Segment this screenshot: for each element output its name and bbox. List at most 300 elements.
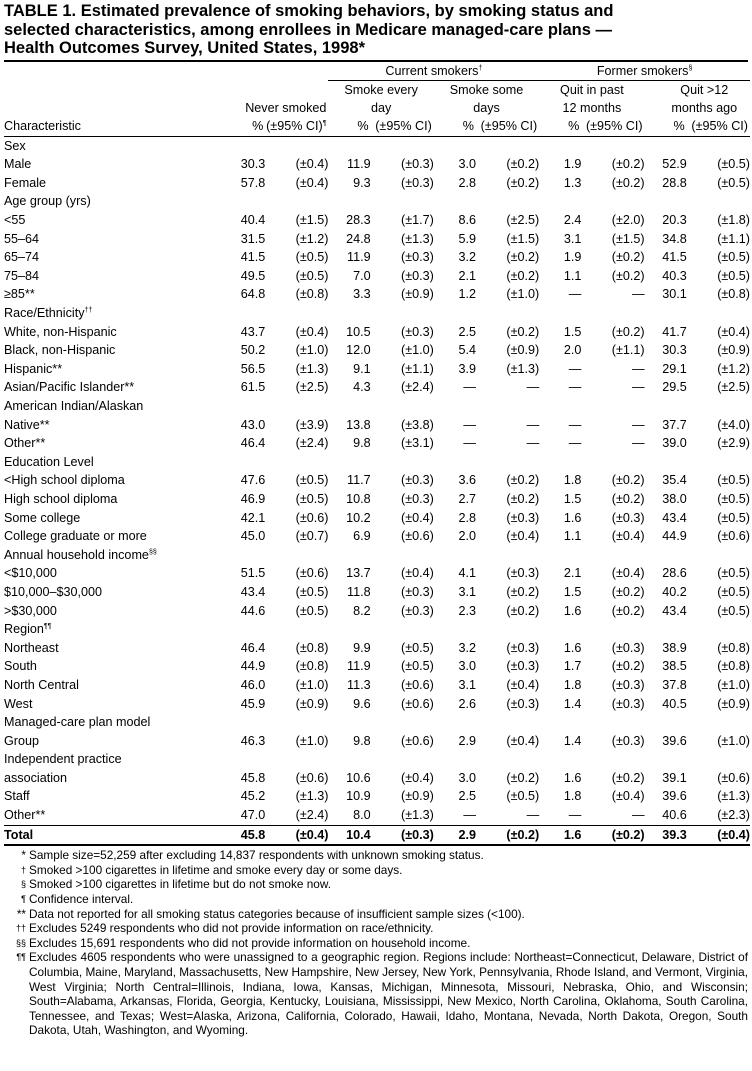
- ci-cell: (±0.8): [717, 287, 750, 302]
- pct-header: %: [328, 117, 370, 136]
- ci-cell: (±0.3): [401, 584, 434, 599]
- table-row: [4, 285, 750, 304]
- ci-cell: (±1.3): [717, 789, 750, 804]
- table-row: [4, 230, 750, 249]
- ci-cell: —: [631, 436, 645, 451]
- ci-cell: (±0.8): [717, 659, 750, 674]
- never-smoked-header: Never smoked: [245, 101, 327, 116]
- row-label: <$10,000: [4, 566, 57, 581]
- ci-cell: (±0.6): [717, 770, 750, 785]
- ci-cell: (±0.6): [295, 566, 329, 581]
- ci-cell: (±0.9): [401, 789, 434, 804]
- ci-header: (±95% CI): [581, 117, 644, 136]
- ci-cell: (±0.6): [401, 696, 434, 711]
- pct-cell: 37.7: [662, 417, 687, 432]
- ci-cell: (±0.2): [611, 324, 645, 339]
- pct-cell: 1.6: [563, 640, 582, 655]
- ci-cell: (±1.1): [401, 361, 434, 376]
- ci-cell: (±0.7): [295, 529, 329, 544]
- row-label: association: [4, 770, 68, 785]
- pct-cell: 50.2: [240, 343, 266, 358]
- pct-cell: 38.0: [662, 491, 687, 506]
- row-label: $10,000–$30,000: [4, 584, 103, 599]
- ci-cell: (±0.5): [295, 584, 329, 599]
- table-row: [4, 341, 750, 360]
- ci-cell: (±0.5): [295, 603, 329, 618]
- pct-cell: 11.9: [347, 250, 371, 265]
- pct-cell: 6.9: [353, 529, 371, 544]
- ci-cell: (±1.1): [611, 343, 645, 358]
- pct-cell: 46.4: [240, 436, 266, 451]
- ci-cell: (±0.4): [401, 510, 434, 525]
- pct-cell: —: [568, 361, 582, 376]
- pct-cell: 44.6: [240, 603, 266, 618]
- pct-cell: 2.9: [434, 825, 476, 845]
- pct-cell: 11.9: [347, 659, 371, 674]
- ci-cell: (±0.5): [401, 659, 434, 674]
- ci-cell: (±2.9): [717, 436, 750, 451]
- pct-cell: 3.6: [458, 473, 476, 488]
- table-row: [4, 174, 750, 193]
- pct-cell: 3.3: [353, 287, 371, 302]
- ci-cell: (±2.5): [717, 380, 750, 395]
- table-title: [4, 2, 748, 58]
- ci-cell: (±0.3): [401, 324, 434, 339]
- ci-cell: (±1.2): [717, 361, 750, 376]
- ci-cell: (±0.2): [506, 157, 540, 172]
- ci-cell: (±1.0): [295, 733, 329, 748]
- pct-cell: 24.8: [346, 231, 371, 246]
- pct-cell: 3.1: [458, 584, 476, 599]
- ci-cell: [476, 750, 539, 769]
- table-row: [4, 211, 750, 230]
- ci-cell: (±0.4): [295, 324, 329, 339]
- pct-cell: 3.9: [458, 361, 476, 376]
- pct-cell: 9.8: [353, 436, 371, 451]
- ci-cell: (±0.3): [401, 157, 434, 172]
- pct-cell: 8.2: [353, 603, 371, 618]
- ci-cell: [687, 397, 750, 416]
- pct-cell: 20.3: [662, 213, 687, 228]
- ci-cell: (±0.2): [506, 324, 540, 339]
- pct-cell: 1.6: [563, 770, 582, 785]
- row-label: North Central: [4, 677, 79, 692]
- row-label: Other**: [4, 808, 46, 823]
- pct-cell: 64.8: [240, 287, 266, 302]
- pct-cell: 2.4: [563, 213, 582, 228]
- ci-cell: (±1.8): [717, 213, 750, 228]
- ci-cell: (±0.8): [295, 287, 329, 302]
- ci-cell: (±1.3): [295, 789, 329, 804]
- pct-cell: 11.7: [347, 473, 371, 488]
- ci-header: (±95% CI): [476, 117, 539, 136]
- row-label: 55–64: [4, 231, 40, 246]
- ci-cell: (±0.2): [611, 770, 645, 785]
- ci-cell: (±0.2): [506, 268, 540, 283]
- pct-cell: 8.6: [458, 213, 476, 228]
- footnote: ¶ Confidence interval.: [21, 892, 134, 907]
- pct-cell: 39.1: [662, 770, 687, 785]
- pct-cell: 46.3: [240, 733, 266, 748]
- pct-cell: 11.9: [347, 157, 371, 172]
- row-label: Male: [4, 157, 32, 172]
- pct-cell: 45.0: [240, 529, 266, 544]
- ci-cell: (±0.2): [611, 584, 645, 599]
- ci-cell: (±0.4): [295, 175, 329, 190]
- pct-cell: 8.0: [353, 808, 371, 823]
- row-label: Managed-care plan model: [4, 715, 151, 730]
- ci-cell: (±0.3): [401, 268, 434, 283]
- ci-cell: (±1.1): [717, 231, 750, 246]
- ci-cell: (±1.0): [506, 287, 540, 302]
- pct-cell: 39.6: [662, 733, 687, 748]
- ci-cell: (±0.5): [295, 473, 329, 488]
- pct-cell: 10.9: [346, 789, 371, 804]
- pct-cell: 3.0: [458, 770, 476, 785]
- ci-cell: (±0.6): [401, 529, 434, 544]
- ci-cell: (±0.2): [611, 603, 645, 618]
- pct-cell: 45.8: [223, 825, 265, 845]
- row-label: Region¶¶: [4, 622, 52, 637]
- table-row: [4, 155, 750, 174]
- pct-cell: 37.8: [662, 677, 687, 692]
- pct-cell: 2.1: [458, 268, 476, 283]
- row-label: Native**: [4, 417, 50, 432]
- ci-cell: (±0.2): [506, 491, 540, 506]
- table-row: [4, 806, 750, 825]
- ci-cell: (±0.4): [265, 825, 328, 845]
- ci-cell: (±0.4): [506, 733, 540, 748]
- row-label: 75–84: [4, 268, 40, 283]
- ci-cell: (±1.7): [401, 213, 434, 228]
- pct-cell: 2.1: [563, 566, 582, 581]
- ci-cell: (±0.5): [295, 268, 329, 283]
- pct-cell: 40.5: [662, 696, 687, 711]
- pct-cell: —: [463, 808, 476, 823]
- ci-header: (±95% CI)¶: [265, 117, 328, 136]
- table-row: [4, 397, 750, 416]
- pct-cell: 9.9: [353, 640, 371, 655]
- ci-cell: —: [631, 361, 645, 376]
- pct-cell: [539, 750, 581, 769]
- ci-cell: (±3.1): [401, 436, 434, 451]
- pct-cell: 9.1: [353, 361, 371, 376]
- ci-cell: [581, 750, 644, 769]
- ci-cell: (±0.9): [401, 287, 434, 302]
- pct-cell: —: [568, 287, 582, 302]
- ci-cell: (±0.2): [581, 825, 644, 845]
- table-row: [4, 434, 750, 453]
- ci-cell: (±0.4): [611, 529, 645, 544]
- row-label: Some college: [4, 510, 81, 525]
- ci-cell: (±0.6): [717, 529, 750, 544]
- pct-cell: 35.4: [662, 473, 687, 488]
- table-row: [4, 564, 750, 583]
- ci-cell: (±2.5): [295, 380, 329, 395]
- ci-cell: (±2.4): [295, 808, 329, 823]
- table-row: [4, 378, 750, 397]
- quit-over-12-header: Quit >12 months ago: [671, 83, 738, 116]
- ci-cell: (±0.5): [717, 603, 750, 618]
- pct-cell: 3.0: [458, 157, 476, 172]
- pct-cell: 7.0: [353, 268, 371, 283]
- row-label: West: [4, 696, 33, 711]
- ci-cell: —: [526, 808, 540, 823]
- pct-cell: 10.8: [346, 491, 371, 506]
- ci-cell: (±0.4): [401, 770, 434, 785]
- ci-cell: (±0.3): [611, 640, 645, 655]
- pct-cell: 40.6: [662, 808, 687, 823]
- ci-cell: —: [631, 380, 645, 395]
- pct-cell: 30.1: [662, 287, 687, 302]
- ci-cell: —: [526, 417, 540, 432]
- ci-cell: [476, 397, 539, 416]
- ci-cell: (±1.0): [295, 343, 329, 358]
- pct-cell: 47.0: [240, 808, 266, 823]
- pct-cell: —: [568, 417, 582, 432]
- pct-cell: 28.3: [346, 213, 371, 228]
- pct-cell: [539, 397, 581, 416]
- ci-cell: (±0.9): [506, 343, 540, 358]
- row-label: Female: [4, 175, 46, 190]
- pct-cell: 2.0: [458, 529, 476, 544]
- row-label: Independent practice: [4, 752, 122, 767]
- ci-cell: (±0.5): [506, 789, 540, 804]
- pct-cell: 10.4: [328, 825, 370, 845]
- pct-cell: 2.7: [458, 491, 476, 506]
- pct-cell: [645, 750, 687, 769]
- row-label: South: [4, 659, 37, 674]
- pct-cell: 30.3: [240, 157, 266, 172]
- pct-cell: 1.1: [563, 268, 582, 283]
- ci-cell: (±0.3): [506, 566, 540, 581]
- pct-cell: 4.1: [458, 566, 476, 581]
- row-label: Education Level: [4, 454, 94, 469]
- ci-cell: (±0.5): [295, 491, 329, 506]
- row-label: 65–74: [4, 250, 40, 265]
- pct-cell: 47.6: [240, 473, 266, 488]
- pct-cell: —: [463, 380, 476, 395]
- current-smokers-header: Current smokers†: [328, 62, 539, 82]
- pct-cell: 28.8: [662, 175, 687, 190]
- ci-cell: (±0.8): [295, 659, 329, 674]
- row-label: Hispanic**: [4, 361, 63, 376]
- prevalence-table: [4, 62, 750, 847]
- ci-cell: [687, 750, 750, 769]
- ci-cell: (±0.2): [506, 603, 540, 618]
- pct-cell: 2.6: [458, 696, 476, 711]
- pct-header: %: [434, 117, 476, 136]
- ci-cell: (±0.2): [611, 250, 645, 265]
- row-label: <High school diploma: [4, 473, 125, 488]
- row-label: Black, non-Hispanic: [4, 343, 116, 358]
- pct-cell: 39.6: [662, 789, 687, 804]
- pct-cell: 2.8: [458, 510, 476, 525]
- row-label: >$30,000: [4, 603, 57, 618]
- row-label: Other**: [4, 436, 46, 451]
- ci-cell: (±0.3): [401, 491, 434, 506]
- row-label: Race/Ethnicity††: [4, 306, 93, 321]
- table-row: [4, 490, 750, 509]
- pct-cell: —: [463, 436, 476, 451]
- ci-cell: (±0.2): [611, 491, 645, 506]
- pct-cell: —: [568, 380, 582, 395]
- pct-cell: 40.2: [662, 584, 687, 599]
- footnote: †† Excludes 5249 respondents who did not provide information on race/ethnicity.: [15, 921, 434, 936]
- ci-cell: (±0.9): [717, 696, 750, 711]
- ci-cell: (±4.0): [717, 417, 750, 432]
- title-line-2: selected characteristics, among enrollees in Medicare managed-care plans —: [4, 20, 613, 39]
- pct-cell: 41.5: [240, 250, 266, 265]
- ci-cell: (±0.2): [506, 250, 540, 265]
- pct-cell: 41.5: [662, 250, 687, 265]
- ci-cell: (±2.5): [506, 213, 540, 228]
- ci-cell: (±1.5): [506, 231, 540, 246]
- ci-cell: (±1.3): [295, 361, 329, 376]
- ci-header: (±95% CI): [687, 117, 750, 136]
- ci-cell: (±1.0): [717, 677, 750, 692]
- ci-cell: (±0.5): [717, 584, 750, 599]
- ci-cell: (±0.9): [717, 343, 750, 358]
- pct-cell: 45.2: [240, 789, 266, 804]
- pct-cell: 1.8: [563, 789, 582, 804]
- ci-cell: (±1.2): [295, 231, 329, 246]
- ci-cell: (±0.5): [717, 157, 750, 172]
- pct-cell: 56.5: [240, 361, 266, 376]
- ci-cell: (±0.3): [506, 640, 540, 655]
- ci-cell: (±0.5): [717, 510, 750, 525]
- ci-cell: (±0.9): [295, 696, 329, 711]
- pct-cell: 49.5: [240, 268, 266, 283]
- ci-cell: (±1.0): [717, 733, 750, 748]
- category-row: [4, 620, 750, 639]
- ci-cell: (±0.5): [717, 473, 750, 488]
- row-label: Asian/Pacific Islander**: [4, 380, 135, 395]
- ci-cell: (±1.3): [401, 808, 434, 823]
- ci-cell: (±0.2): [611, 473, 645, 488]
- ci-cell: (±2.4): [401, 380, 434, 395]
- smoke-every-day-header: Smoke every day: [344, 83, 418, 116]
- pct-cell: 9.8: [353, 733, 371, 748]
- pct-cell: [434, 397, 476, 416]
- ci-cell: (±0.5): [717, 175, 750, 190]
- pct-cell: 28.6: [662, 566, 687, 581]
- pct-cell: [223, 750, 265, 769]
- pct-cell: 31.5: [240, 231, 266, 246]
- pct-cell: 44.9: [240, 659, 266, 674]
- pct-cell: 1.1: [563, 529, 582, 544]
- ci-cell: (±0.3): [611, 696, 645, 711]
- former-smokers-header: Former smokers§: [539, 62, 750, 82]
- pct-cell: 34.8: [662, 231, 687, 246]
- ci-cell: (±0.5): [401, 640, 434, 655]
- pct-cell: 1.6: [563, 603, 582, 618]
- pct-cell: 11.3: [347, 677, 371, 692]
- table-row: [4, 602, 750, 621]
- ci-cell: (±0.3): [506, 659, 540, 674]
- pct-cell: 10.6: [346, 770, 371, 785]
- pct-cell: 12.0: [346, 343, 371, 358]
- ci-cell: (±0.3): [371, 825, 434, 845]
- pct-cell: 3.0: [458, 659, 476, 674]
- pct-cell: 40.4: [240, 213, 266, 228]
- table-body: [4, 136, 750, 845]
- pct-cell: [434, 750, 476, 769]
- ci-cell: (±0.3): [506, 510, 540, 525]
- category-row: [4, 304, 750, 323]
- pct-cell: 42.1: [240, 510, 266, 525]
- ci-cell: (±1.3): [506, 361, 540, 376]
- pct-cell: 51.5: [240, 566, 266, 581]
- ci-cell: (±2.4): [295, 436, 329, 451]
- ci-cell: (±0.3): [611, 677, 645, 692]
- pct-cell: 1.5: [563, 584, 582, 599]
- ci-cell: (±0.2): [506, 584, 540, 599]
- pct-cell: 44.9: [662, 529, 687, 544]
- ci-cell: (±3.9): [295, 417, 329, 432]
- table-row: [4, 695, 750, 714]
- ci-cell: (±0.2): [506, 473, 540, 488]
- ci-cell: (±0.3): [401, 603, 434, 618]
- ci-cell: (±0.5): [717, 491, 750, 506]
- table-row: [4, 248, 750, 267]
- ci-cell: (±0.4): [611, 566, 645, 581]
- ci-cell: (±0.3): [611, 733, 645, 748]
- pct-cell: 13.8: [346, 417, 371, 432]
- row-label: <55: [4, 213, 26, 228]
- ci-cell: (±0.2): [611, 175, 645, 190]
- pct-cell: 1.5: [563, 491, 582, 506]
- pct-cell: [328, 397, 370, 416]
- ci-cell: —: [526, 436, 540, 451]
- ci-cell: (±0.2): [611, 268, 645, 283]
- pct-cell: 1.6: [539, 825, 581, 845]
- ci-cell: (±0.8): [717, 640, 750, 655]
- row-label: Northeast: [4, 640, 59, 655]
- footnote: † Smoked >100 cigarettes in lifetime and smoke every day or some days.: [20, 862, 403, 877]
- table-row: [4, 527, 750, 546]
- category-row: [4, 546, 750, 565]
- pct-cell: 9.3: [353, 175, 371, 190]
- ci-cell: (±0.4): [506, 529, 540, 544]
- pct-cell: 43.4: [662, 603, 687, 618]
- row-label: College graduate or more: [4, 529, 147, 544]
- pct-cell: 2.9: [458, 733, 476, 748]
- pct-cell: —: [568, 808, 582, 823]
- pct-cell: 1.8: [563, 677, 582, 692]
- pct-cell: 1.5: [563, 324, 582, 339]
- pct-cell: [645, 397, 687, 416]
- pct-cell: 41.7: [662, 324, 687, 339]
- pct-cell: 1.3: [563, 175, 582, 190]
- pct-cell: 1.2: [458, 287, 476, 302]
- ci-cell: (±0.3): [401, 473, 434, 488]
- pct-cell: 29.1: [662, 361, 687, 376]
- row-label: ≥85**: [4, 287, 35, 302]
- table-row: [4, 471, 750, 490]
- footnote: § Smoked >100 cigarettes in lifetime but do not smoke now.: [20, 877, 331, 892]
- title-line-1: TABLE 1. Estimated prevalence of smoking behaviors, by smoking status and: [4, 2, 614, 20]
- ci-cell: (±0.5): [717, 566, 750, 581]
- table-row: [4, 769, 750, 788]
- table-row: [4, 676, 750, 695]
- table-row: [4, 509, 750, 528]
- subgroup-header-row: [4, 81, 750, 117]
- pct-cell: 43.4: [662, 510, 687, 525]
- smoke-some-days-header: Smoke some days: [449, 83, 524, 116]
- category-row: [4, 713, 750, 732]
- pct-cell: 3.1: [563, 231, 582, 246]
